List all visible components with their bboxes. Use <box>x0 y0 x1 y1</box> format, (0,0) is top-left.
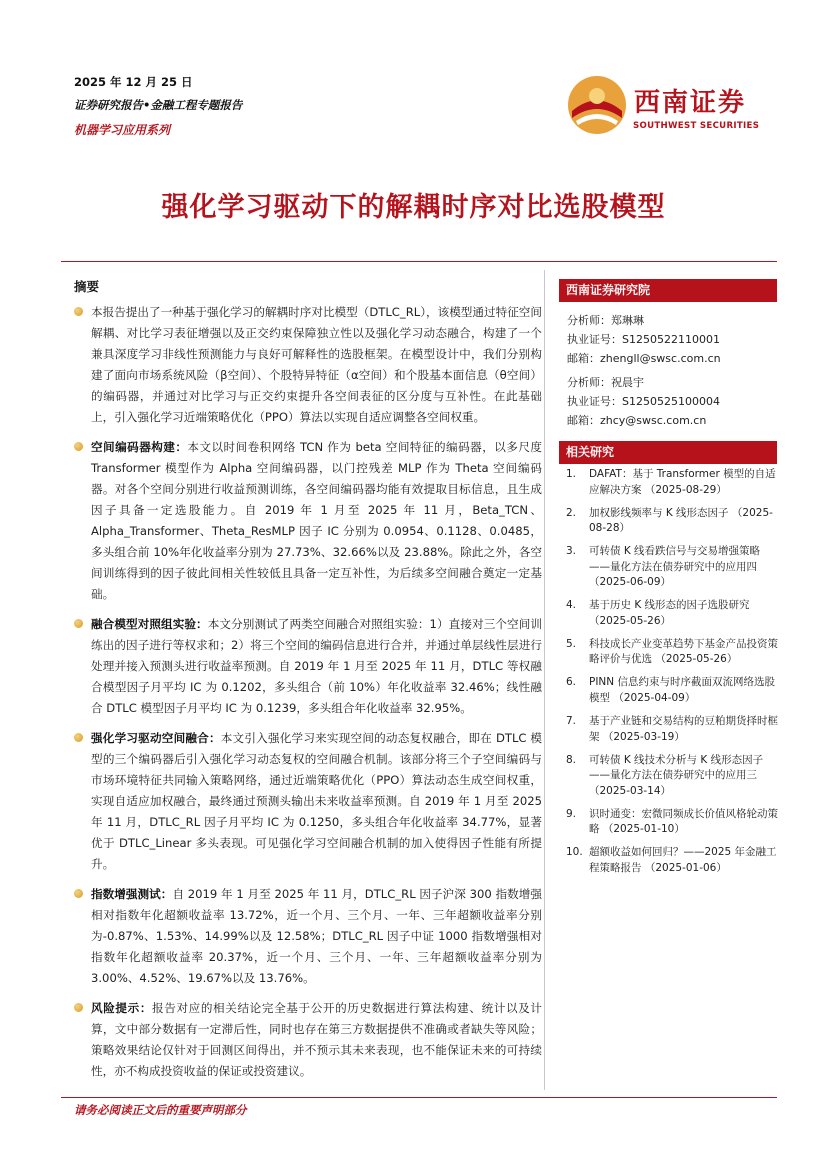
abstract-paragraph: 本报告提出了一种基于强化学习的解耦时序对比模型（DTLC_RL），该模型通过特征空间解耦、对比学习表征增强以及正交约束保障独立性以及强化学习动态融合，构建了一个兼具深度学习非线性预测能力与良好可解释性的选股框架。在模型设计中，我们分别构建了面向市场系统风险（β空间）、个股特异特征（α空间）和个股基本面信息（θ空间）的编码器，并通过对比学习与正交约束提升各空间表征的区分度与互补性。在此基础上，引入强化学习近端策略优化（PPO）算法以实现自适应调整各空间权重。 <box>72 302 542 428</box>
analyst-email[interactable]: 邮箱：zhengll@swsc.com.cn <box>567 352 721 365</box>
report-date: 2025 年 12 月 25 日 <box>74 75 193 89</box>
abstract-paragraph: 风险提示：报告对应的相关结论完全基于公开的历史数据进行算法构建、统计以及计算，文中部分数据有一定滞后性，同时也存在第三方数据提供不准确或者缺失等风险；策略效果结论仅针对于回测区间得出，并不预示其未来表现，也不能保证未来的可持续性，亦不构成投资收益的保证或投资建议。 <box>72 998 542 1082</box>
bullet-icon <box>74 1003 83 1012</box>
analyst-block <box>567 311 721 368</box>
company-logo <box>566 74 771 136</box>
abstract-paragraph: 融合模型对照组实验：本文分别测试了两类空间融合对照组实验：1）直接对三个空间训练出的因子进行等权求和；2）将三个空间的编码信息进行合并，并通过单层线性层进行处理并接入预测头进行收益率预测。自 2019 年 1 月至 2025 年 11 月，DTLC 等权融合模型因子月平均 IC 为 0.1202，多头组合（前 10%）年化收益率 32.46%；线性融合 DTLC 模型因子月平均 IC 为 0.1239，多头组合年化收益率 32.95%。 <box>72 614 542 719</box>
analyst-email[interactable]: 邮箱：zhcy@swsc.com.cn <box>567 414 707 427</box>
page-title: 强化学习驱动下的解耦时序对比选股模型 <box>161 192 666 223</box>
list-item[interactable]: 6. PINN 信息约束与时序截面双流网络选股模型 （2025-04-09） <box>566 676 775 704</box>
abstract-paragraph: 指数增强测试：自 2019 年 1 月至 2025 年 11 月，DTLC_RL 因子沪深 300 指数增强相对指数年化超额收益率 13.72%，近一个月、三个月、一年、三年超额收益率分别为-0.87%、1.53%、14.99%以及 12.58%；DTLC_RL 因子中证 1000 指数增强相对指数年化超额收益率 20.37%，近一个月、三个月、一年、三年超额收益率分别为 3.00%、4.52%、19.67%以及 13.76%。 <box>72 884 542 989</box>
list-item[interactable]: 9. 识时通变：宏微同频成长价值风格轮动策略 （2025-01-10） <box>566 807 778 836</box>
logo-en-text: SOUTHWEST SECURITIES <box>633 121 760 131</box>
bottom-divider <box>61 1097 777 1098</box>
institute-banner: 西南证券研究院 <box>559 279 777 302</box>
analyst-license: 执业证号：S1250522110001 <box>567 333 720 346</box>
analyst-name: 分析师：祝晨宇 <box>567 376 644 389</box>
list-item[interactable]: 5. 科技成长产业变革趋势下基金产品投资策略评价与优选 （2025-05-26） <box>566 637 778 666</box>
analyst-name: 分析师：郑琳琳 <box>567 314 644 327</box>
list-item[interactable]: 10. 超额收益如何回归？——2025 年金融工程策略报告 （2025-01-06） <box>566 846 777 874</box>
bullet-icon <box>74 889 83 898</box>
list-item[interactable]: 8. 可转债 K 线技术分析与 K 线形态因子——量化方法在债券研究中的应用三 （2025-03-14） <box>566 753 764 797</box>
report-series: 机器学习应用系列 <box>74 123 171 137</box>
list-item[interactable]: 4. 基于历史 K 线形态的因子选股研究 （2025-05-26） <box>566 599 750 627</box>
analyst-block <box>567 373 720 430</box>
list-item[interactable]: 3. 可转债 K 线看跌信号与交易增强策略——量化方法在债券研究中的应用四 （2025-06-09） <box>566 545 761 589</box>
logo-emblem-icon <box>566 74 628 136</box>
logo-cn-text: 西南证券 <box>634 88 747 118</box>
list-item[interactable]: 7. 基于产业链和交易结构的豆粕期货择时框架 （2025-03-19） <box>566 715 778 743</box>
list-item[interactable]: 2. 加权影线频率与 K 线形态因子 （2025-08-28） <box>566 506 773 535</box>
related-research-list <box>566 467 778 884</box>
footer-disclaimer: 请务必阅读正文后的重要声明部分 <box>74 1103 247 1117</box>
analyst-license: 执业证号：S1250525100004 <box>567 395 720 408</box>
bullet-icon <box>74 619 83 628</box>
abstract-paragraph: 强化学习驱动空间融合：本文引入强化学习来实现空间的动态复权融合，即在 DTLC 模型的三个编码器后引入强化学习动态复权的空间融合机制。该部分将三个子空间编码与市场环境特征共同输入策略网络，通过近端策略优化（PPO）算法动态生成空间权重，实现自适应加权融合，最终通过预测头输出未来收益率预测。自 2019 年 1 月至 2025 年 11 月，DTLC_RL 因子月平均 IC 为 0.1250，多头组合年化收益率 34.77%，显著优于 DTLC_Linear 多头表现。可见强化学习空间融合机制的加入使得因子性能有所提升。 <box>72 728 542 875</box>
bullet-icon <box>74 307 83 316</box>
abstract-heading: 摘要 <box>74 279 100 294</box>
abstract-body <box>72 302 542 1091</box>
column-divider <box>544 270 545 1090</box>
list-item[interactable]: 1. DAFAT：基于 Transformer 模型的自适应解决方案 （2025-08-29） <box>566 468 776 496</box>
abstract-paragraph: 空间编码器构建：本文以时间卷积网络 TCN 作为 beta 空间特征的编码器，以多尺度 Transformer 模型作为 Alpha 空间编码器，以门控残差 MLP 作为 Theta 空间编码器。对各个空间分别进行收益预测训练，各空间编码器均能有效提取目标信息，且生成因子具备一定选股能力。自 2019 年 1 月至 2025 年 11 月，Beta_TCN、Alpha_Transformer、Theta_ResMLP 因子 IC 分别为 0.0954、0.1128、0.0485，多头组合前 10%年化收益率分别为 27.73%、32.66%以及 23.88%。除此之外，各空间训练得到的因子彼此间相关性较低且具备一定互补性，为后续多空间融合奠定一定基础。 <box>72 437 542 605</box>
related-research-banner: 相关研究 <box>559 441 777 464</box>
report-type: 证券研究报告•金融工程专题报告 <box>74 98 243 112</box>
top-divider <box>61 261 777 262</box>
bullet-icon <box>74 733 83 742</box>
bullet-icon <box>74 442 83 451</box>
